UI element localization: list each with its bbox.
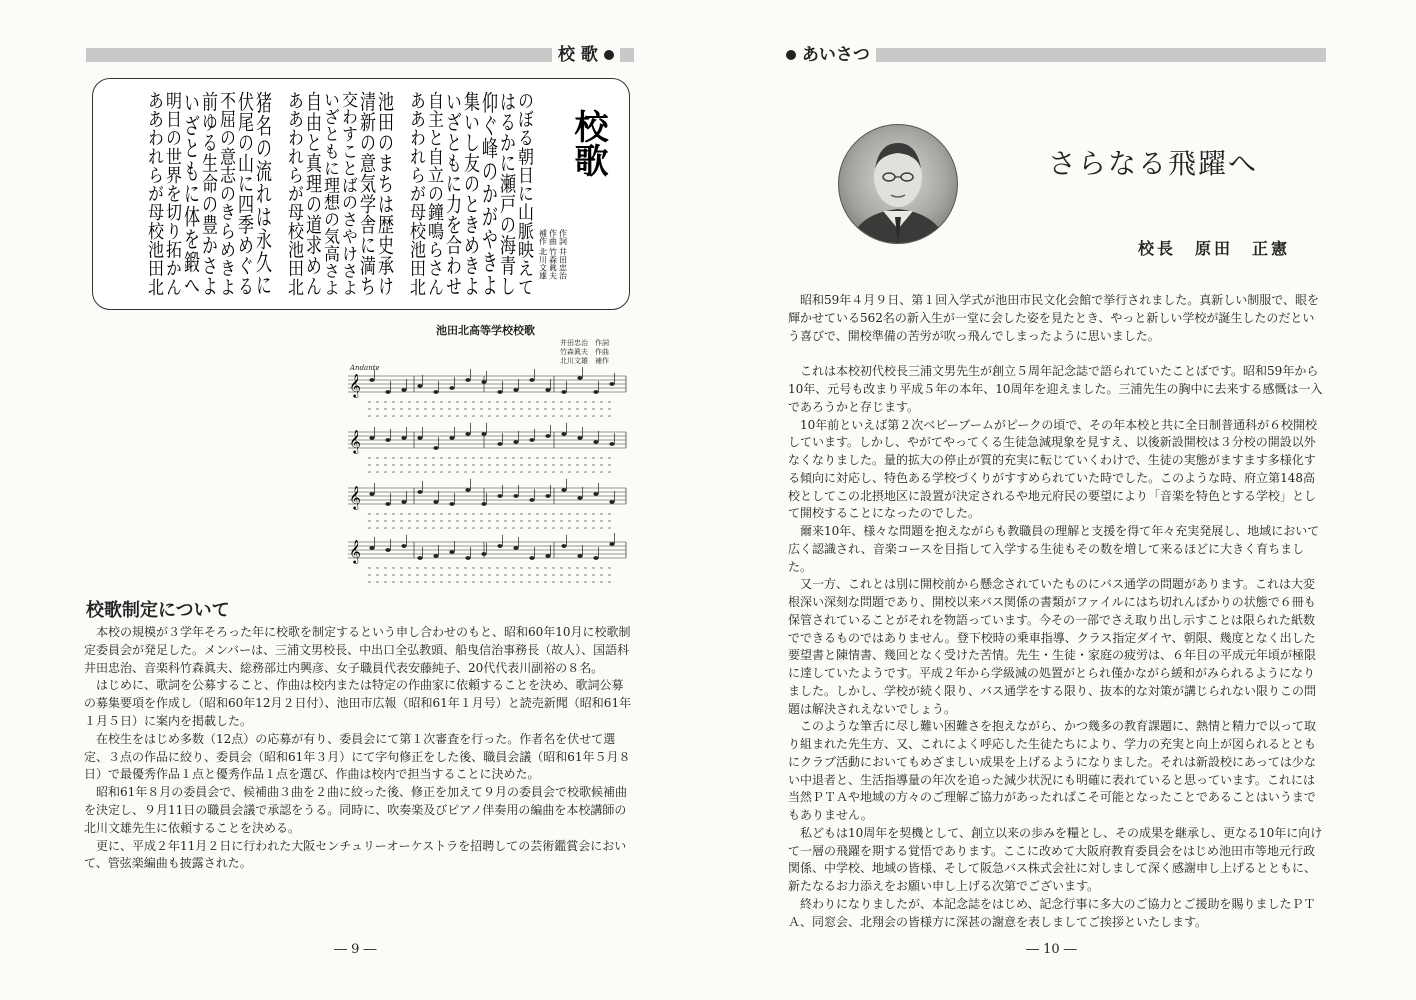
calligraphy-line: 伏尾の山に四季めぐる xyxy=(235,91,255,251)
calligraphy-line: いざともに力を合わせ xyxy=(443,91,463,251)
note-head xyxy=(577,376,582,380)
note-head xyxy=(465,432,470,436)
paragraph: 本校の規模が３学年そろった年に校歌を制定するという申し合わせのもと、昭和60年10月に校歌制定委員会が発足した。メンバーは、三浦文男校長、中出口全弘教頭、船曳信治事務長（故人）、国語科井田忠治、音楽科竹森眞夫、総務部辻内興彦、女子職員代表安藤純子、20代代表川副裕の８名。 xyxy=(84,625,631,675)
treble-clef-icon: 𝄞 xyxy=(349,485,361,509)
score-credit-lyricist: 井田忠治 作詞 xyxy=(560,339,609,347)
calligraphy-line: 不屈の意志のきらめきよ xyxy=(217,91,237,267)
note-head xyxy=(561,390,566,394)
note-head xyxy=(545,434,550,438)
note-head xyxy=(513,494,518,498)
paragraph-gap xyxy=(788,345,1326,363)
section-header xyxy=(780,40,876,65)
calligraphy-line: 清新の意気学舎に満ち xyxy=(357,91,377,251)
calligraphy-line: 自主と自立の鐘鳴らさん xyxy=(425,91,445,267)
note-head xyxy=(465,378,470,382)
section-header-label: 校 歌 xyxy=(558,45,598,65)
score-credit-composer: 竹森眞夫 作曲 xyxy=(560,348,609,356)
note-head xyxy=(497,390,502,394)
calligraphy-line: いざともに体を鍛へ xyxy=(181,91,201,235)
paragraph: 更に、平成２年11月２日に行われた大阪センチュリーオーケストラを招聘しての芸術鑑賞会において、管弦楽編曲も披露された。 xyxy=(84,838,627,871)
paragraph: このような筆舌に尽し難い困難さを抱えながら、かつ幾多の教育課題に、熱情と精力で以って取り組まれた先生方、又、これによく呼応した生徒たちにより、学力の充実と向上が図られるとともにクラブ活動においてもめざましい成果を上げるようになりました。それは新設校にあっては少ない中退者と、生活指導量の年次を追った減少状況にも明確に表れていると思っています。これには当然ＰＴＡや地域の方々のご理解ご協力があったればこそ可能となったことであることはいうまでもありません。 xyxy=(788,719,1317,822)
note-head xyxy=(481,380,486,384)
note-head xyxy=(577,496,582,500)
treble-clef-icon: 𝄞 xyxy=(349,429,361,453)
note-head xyxy=(369,492,374,496)
note-head xyxy=(465,488,470,492)
note-head xyxy=(513,388,518,392)
paragraph: 私どもは10周年を契機として、創立以来の歩みを糧とし、その成果を継承し、更なる10年に向けて一層の飛躍を期する覚悟であります。ここに改めて大阪府教育委員会をはじめ池田市等地元行政関係、中学校、地域の皆様、そして阪急バス株式会社に対しまして深く感謝申し上げるとともに、新たなるお力添えをお願い申し上げる次第でございます。 xyxy=(788,825,1323,893)
calligraphy-line: 前ゆる生命の豊かさよ xyxy=(199,91,219,251)
calligraphy-line: 池田のまちは歴史承け xyxy=(375,91,395,251)
note-head xyxy=(545,494,550,498)
note-head xyxy=(401,388,406,392)
calligraphy-title: 校歌 xyxy=(568,109,608,177)
note-head xyxy=(385,390,390,394)
right-page xyxy=(708,0,1416,1000)
score-title: 池田北高等学校校歌 xyxy=(436,324,535,337)
note-head xyxy=(417,384,422,388)
note-head xyxy=(465,556,470,560)
paragraph: 爾来10年、様々な問題を抱えながらも教職員の理解と支援を得て年々充実発展し、地域において広く認識され、音楽コースを目指して入学する生徒もその数を増して来るほどに大きく育ちました。 xyxy=(788,524,1320,574)
paragraph: 10年前といえば第２次ベビーブームがピークの頃で、その年本校と共に全日制普通科が６校開校しています。しかし、やがてやってくる生徒急減現象を見すえ、以後新設開校は３分校の開設以外なくなりました。量的拡大の停止が質的充実に転じていくわけで、生徒の実態がますます多様化する傾向に対応し、特色ある学校づくりがすすめられていた時でした。このような時、府立第148高校としてこの北摂地区に設置が決定されるや地元府民の要望により「音楽を特色とする学校」として開校することになったのでした。 xyxy=(788,417,1318,521)
calligraphy-credit: 補作 北川文雄 xyxy=(538,229,548,280)
bullet-dot-icon xyxy=(604,50,614,60)
note-head xyxy=(529,378,534,382)
note-head xyxy=(561,544,566,548)
principal-portrait xyxy=(838,124,958,244)
sheet-music xyxy=(344,362,630,594)
calligraphy-line: 自由と真理の道求めん xyxy=(303,91,323,251)
note-head xyxy=(497,544,502,548)
note-head xyxy=(401,436,406,440)
note-head xyxy=(417,436,422,440)
calligraphy-line: 仰ぐ峰のかがやきよ xyxy=(479,91,499,235)
note-head xyxy=(609,500,614,504)
note-head xyxy=(513,440,518,444)
note-head xyxy=(401,500,406,504)
note-head xyxy=(513,546,518,550)
calligraphy-line: 交わすことばのさやけさよ xyxy=(339,91,359,283)
note-head xyxy=(593,390,598,394)
note-head xyxy=(593,492,598,496)
paragraph: 在校生をはじめ多数（12点）の応募が有り、委員会にて第１次審査を行った。作者名を伏せて選定、３点の作品に絞り、委員会（昭和61年３月）にて字句修正をした後、職員会議（昭和61年５月８日）で最優秀作品１点と優秀作品１点を選び、作曲は校内で担当することに決めた。 xyxy=(84,731,631,782)
note-head xyxy=(593,440,598,444)
calligraphy-line: 集いし友のときめきよ xyxy=(461,91,481,251)
author-name: 校長 原田 正憲 xyxy=(1138,239,1291,258)
calligraphy-line: ああわれらが母校池田北 xyxy=(285,91,305,267)
section-header-label: あいさつ xyxy=(801,45,870,65)
page-number: ― 10 ― xyxy=(1026,942,1077,957)
note-head xyxy=(497,494,502,498)
note-head xyxy=(433,446,438,450)
treble-clef-icon: 𝄞 xyxy=(349,373,361,397)
note-head xyxy=(449,502,454,506)
paragraph: 終わりになりましたが、本記念誌をはじめ、記念行事に多大のご協力とご援助を賜りましたＰＴＡ、同窓会、北翔会の皆様方に深甚の謝意を表しましてご挨拶といたします。 xyxy=(788,896,1316,929)
calligraphy-credit: 作詞 井田忠治 xyxy=(558,229,568,280)
tempo-marking: Andante xyxy=(350,364,380,372)
note-head xyxy=(401,544,406,548)
note-head xyxy=(449,386,454,390)
note-head xyxy=(369,546,374,550)
page-number: ― 9 ― xyxy=(334,942,377,957)
paragraph: これは本校初代校長三浦文男先生が創立５周年記念誌で語られていたことばです。昭和59年から10年、元号も改まり平成５年の本年、10周年を迎えました。三浦先生の胸中に去来する感慨は一入であろうかと存じます。 xyxy=(788,364,1323,414)
note-head xyxy=(369,378,374,382)
note-head xyxy=(449,550,454,554)
note-head xyxy=(433,390,438,394)
note-head xyxy=(545,388,550,392)
calligraphy-line: ああわれらが母校池田北 xyxy=(145,91,165,267)
calligraphy-line: いざともに理想の気高さよ xyxy=(321,91,341,283)
note-head xyxy=(481,502,486,506)
paragraph: はじめに、歌詞を公募すること、作曲は校内または特定の作曲家に依頼することを決め、歌詞公募の募集要項を作成し（昭和60年12月２日付）、池田市広報（昭和61年１月号）と読売新聞（昭和61年１月５日）に案内を掲載した。 xyxy=(84,678,632,728)
note-head xyxy=(529,438,534,442)
calligraphy-line: はるかに瀬戸の海青し xyxy=(497,91,517,251)
treble-clef-icon: 𝄞 xyxy=(349,539,361,563)
calligraphy-line: 猪名の流れは永久に xyxy=(253,91,273,235)
article-title: さらなる飛躍へ xyxy=(1048,147,1259,180)
calligraphy-lyrics xyxy=(92,78,630,310)
note-head xyxy=(481,432,486,436)
note-head xyxy=(433,500,438,504)
section-header xyxy=(552,40,620,65)
body-text-left xyxy=(84,624,634,873)
note-head xyxy=(385,548,390,552)
note-head xyxy=(417,490,422,494)
calligraphy-credit: 作曲 竹森眞夫 xyxy=(548,229,558,280)
note-head xyxy=(529,556,534,560)
note-head xyxy=(449,436,454,440)
note-head xyxy=(481,552,486,556)
score-credit-arranger: 北川文雄 補作 xyxy=(560,357,609,365)
calligraphy-line: 明日の世界を切り拓かん xyxy=(163,91,183,267)
note-head xyxy=(385,438,390,442)
note-head xyxy=(609,442,614,446)
paragraph: 又一方、これとは別に開校前から懸念されていたものにバス通学の問題があります。これは大変根深い深刻な問題であり、開校以来バス関係の書類がファイルにはち切れんばかりの状態で６冊も保管されていることがそれを物語っています。今その一部でさえ取り出し示すことは限られた紙数でできるものではありません。登下校時の乗車指導、クラス指定ダイヤ、朝限、幾度となく出した要望書と陳情書、幾回となく受けた苦情。先生・生徒・家庭の疲労は、６年目の平成元年頃が極限に達していたようです。平成２年から学級減の処置がとられ僅かながら緩和がみられるようになりました。しかし、学校が続く限り、バス通学をする限り、抜本的な対策が講じられない限りこの問題は解決されえないでしょう。 xyxy=(788,577,1317,716)
note-head xyxy=(593,556,598,560)
note-head xyxy=(609,542,614,546)
note-head xyxy=(433,554,438,558)
note-head xyxy=(609,382,614,386)
paragraph: 昭和59年４月９日、第１回入学式が池田市民文化会館で挙行されました。真新しい制服で、眼を輝かせている562名の新入生が一堂に会した姿を見たとき、やっと新しい学校が誕生したのだという喜びで、開校準備の苦労が吹っ飛んでしまったように思いました。 xyxy=(788,293,1320,343)
note-head xyxy=(545,554,550,558)
note-head xyxy=(577,554,582,558)
calligraphy-line: ああわれらが母校池田北 xyxy=(407,91,427,267)
note-head xyxy=(497,442,502,446)
note-head xyxy=(561,488,566,492)
note-head xyxy=(577,436,582,440)
bullet-dot-icon xyxy=(786,50,796,60)
section-title: 校歌制定について xyxy=(86,600,230,621)
note-head xyxy=(529,498,534,502)
note-head xyxy=(369,436,374,440)
paragraph: 昭和61年８月の委員会で、候補曲３曲を２曲に絞った後、修正を加えて９月の委員会で校歌候補曲を決定し、９月11日の職員会議で承認をうる。同時に、吹奏楽及びピアノ伴奏用の編曲を本校講師の北川文雄先生に依頼することを決める。 xyxy=(84,785,628,835)
note-head xyxy=(385,502,390,506)
calligraphy-line: のぼる朝日に山脈映えて xyxy=(515,91,535,267)
body-text-right xyxy=(788,292,1326,931)
note-head xyxy=(417,556,422,560)
note-head xyxy=(561,432,566,436)
